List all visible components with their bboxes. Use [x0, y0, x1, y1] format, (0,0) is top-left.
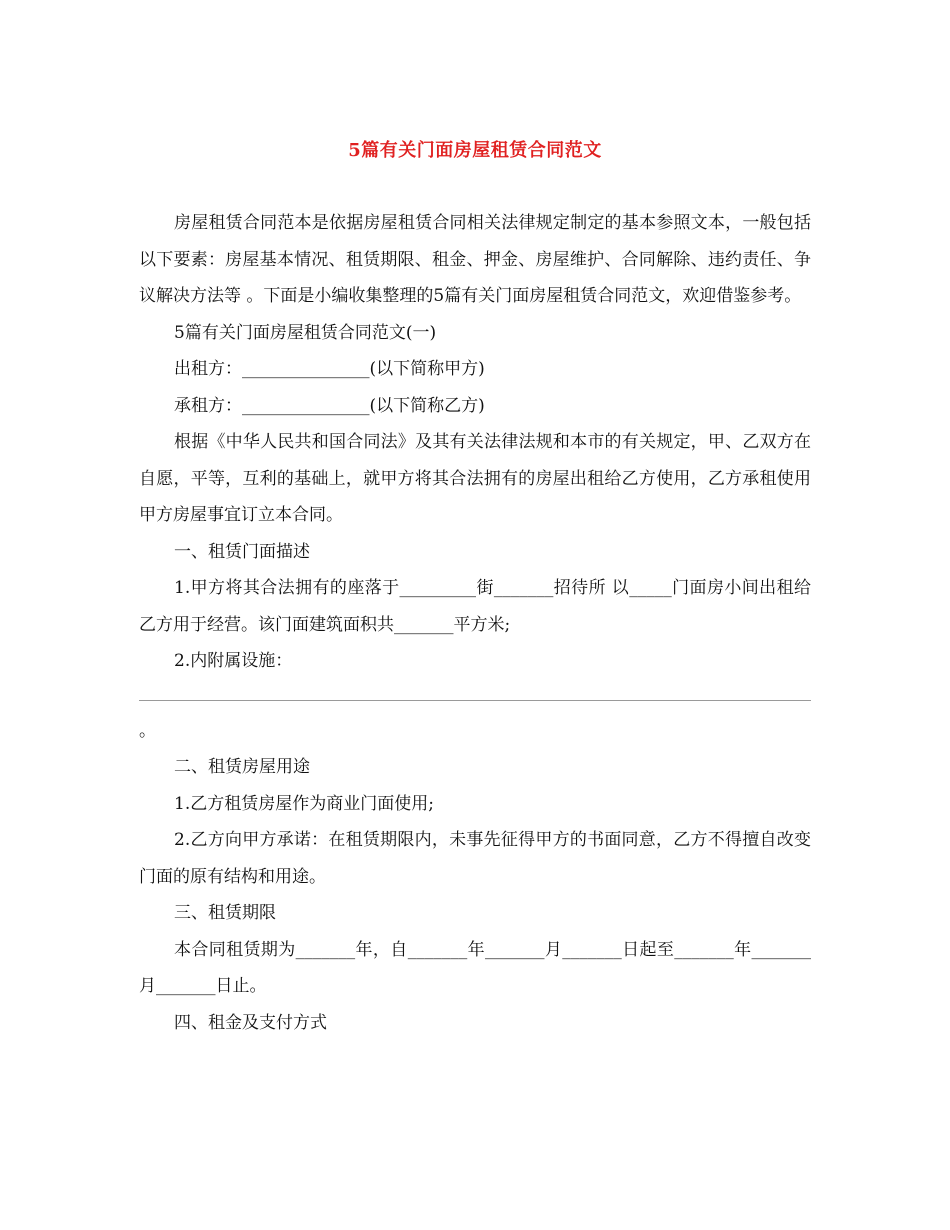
section-heading-rent: 四、租金及支付方式: [174, 1012, 327, 1033]
section-heading-term: 三、租赁期限: [174, 903, 276, 923]
clause-commercial-use: 1.乙方租赁房屋作为商业门面使用;: [174, 793, 434, 814]
legal-basis-paragraph: 根据《中华人民共和国合同法》及其有关法律法规和本市的有关规定，甲、乙双方在自愿，平等，互利的基础上，就甲方将其合法拥有的房屋出租给乙方使用，乙方承租使用甲方房屋事宜订立本合同。: [139, 432, 811, 525]
section-heading-description: 一、租赁门面描述: [174, 541, 310, 562]
clause-facilities: 2.内附属设施：: [174, 651, 293, 671]
document-title: 5篇有关门面房屋租赁合同范文: [348, 140, 602, 161]
intro-paragraph: 房屋租赁合同范本是依据房屋租赁合同相关法律规定制定的基本参照文本，一般包括以下要素：房屋基本情况、租赁期限、租金、押金、房屋维护、合同解除、违约责任、争议解决方法等 。下面是小编收集整理的5篇有关门面房屋租赁合同范文，欢迎借鉴参考。: [139, 213, 811, 306]
clause-location: 1.甲方将其合法拥有的座落于_________街_______招待所 以_____门面房小间出租给乙方用于经营。该门面建筑面积共_______平方米;: [139, 578, 811, 635]
document-body: [139, 205, 811, 1041]
lessor-line: 出租方：_______________(以下简称甲方): [174, 359, 485, 379]
rule-end-mark: 。: [139, 720, 156, 741]
clause-term-dates: 本合同租赁期为_______年，自_______年_______月_______日起至_______年_______月_______日止。: [139, 939, 811, 996]
clause-no-alteration: 2.乙方向甲方承诺：在租赁期限内，未事先征得甲方的书面同意，乙方不得擅自改变门面的原有结构和用途。: [139, 830, 811, 887]
section-heading-usage: 二、租赁房屋用途: [174, 757, 310, 777]
lessee-line: 承租方：_______________(以下简称乙方): [174, 395, 485, 416]
section-heading-sample-one: 5篇有关门面房屋租赁合同范文(一): [174, 322, 437, 343]
fill-in-rule: [139, 700, 811, 701]
